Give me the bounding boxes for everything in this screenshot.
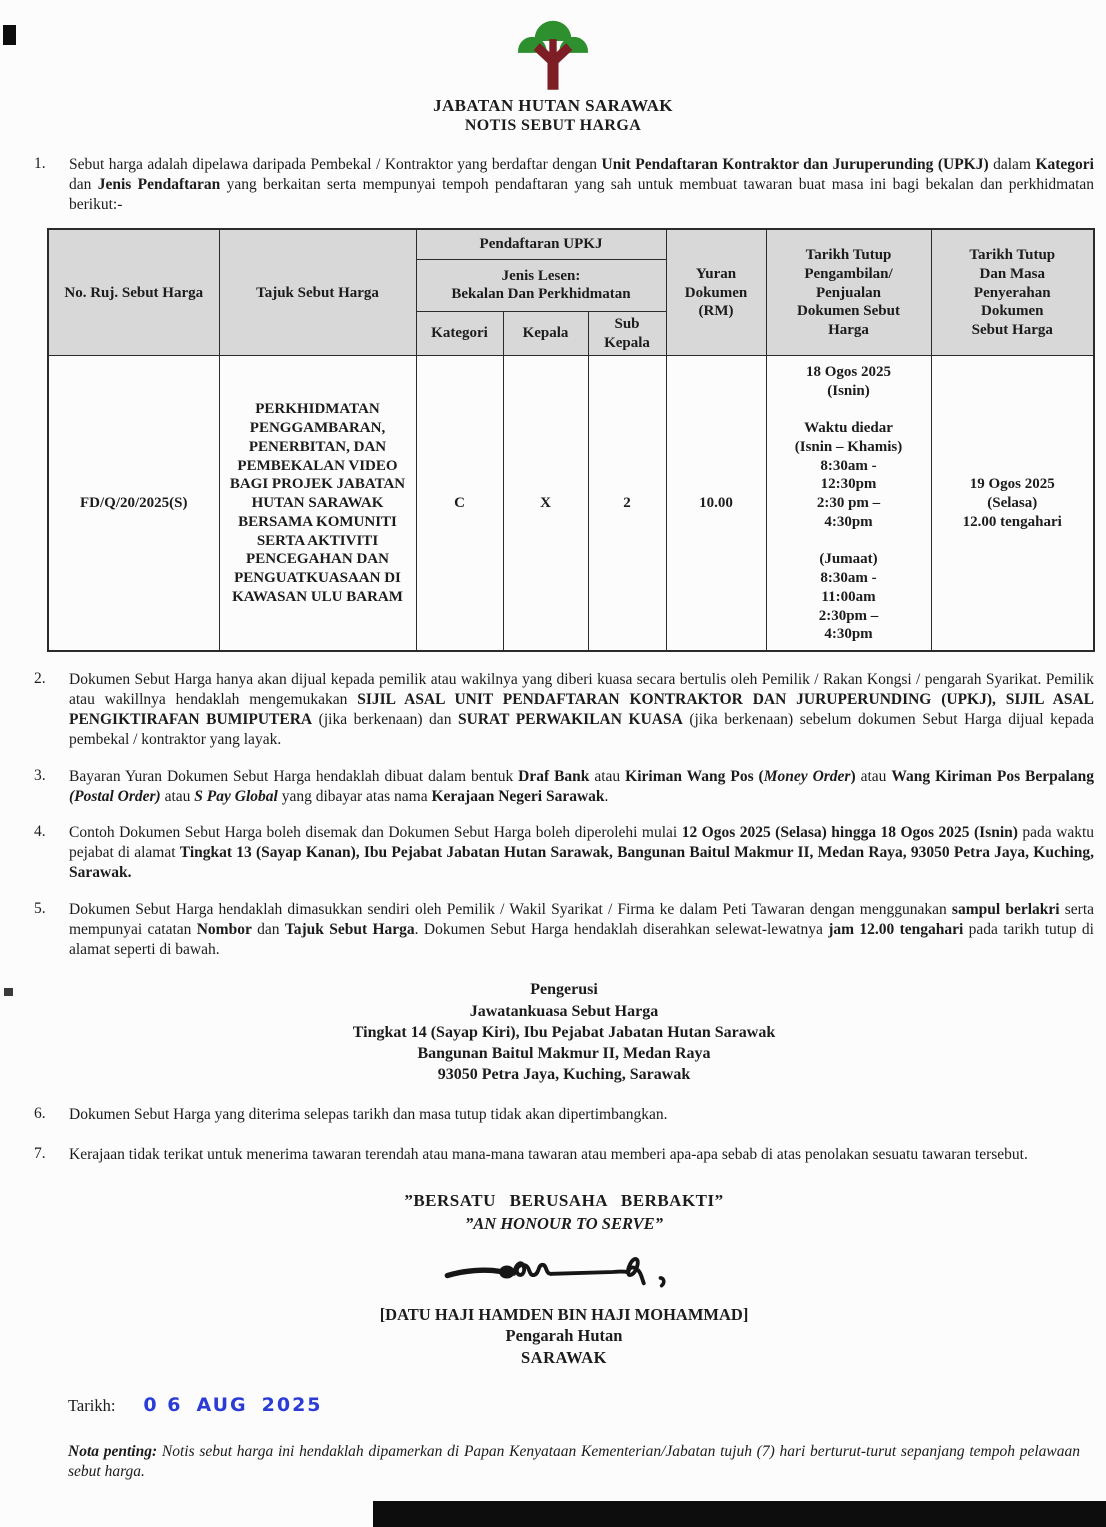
signatory-block: [34, 1304, 1094, 1368]
col-header-close-submit: Tarikh Tutup Dan Masa Penyerahan Dokumen Sebut Harga: [931, 229, 1094, 356]
cell-sale-schedule: 18 Ogos 2025 (Isnin) Waktu diedar (Isnin – Khamis) 8:30am - 12:30pm 2:30 pm – 4:30pm (Jumaat) 8:30am - 11:00am 2:30pm – 4:30pm: [766, 356, 931, 652]
tender-table-wrap: [47, 228, 1094, 652]
paragraph-number: 6.: [34, 1104, 46, 1122]
paragraph-5: [34, 900, 1094, 959]
paragraph-text: Sebut harga adalah dipelawa daripada Pembekal / Kontraktor yang berdaftar dengan Unit Pendaftaran Kontraktor dan Juruperunding (UPKJ) dalam Kategori dan Jenis Pendaftaran yang berkaitan serta mempunyai tempoh pendaftaran yang sah untuk membuat tawaran buat masa ini bagi bekalan dan perkhidmatan berikut:-: [69, 156, 1095, 213]
cell-submit-deadline: 19 Ogos 2025 (Selasa) 12.00 tengahari: [931, 356, 1094, 652]
paragraph-number: 5.: [34, 899, 46, 917]
cell-fee: 10.00: [666, 356, 766, 652]
paragraph-6: [34, 1105, 1094, 1125]
paragraph-text: Kerajaan tidak terikat untuk menerima tawaran terendah atau mana-mana tawaran atau memberi apa-apa sebab di atas penolakan sesuatu tawaran tersebut.: [69, 1145, 1028, 1163]
paragraph-text: Dokumen Sebut Harga hanya akan dijual kepada pemilik atau wakilnya yang diberi kuasa secara bertulis oleh Pemilik / Rakan Kongsi / pengarah Syarikat. Pemilik atau wakillnya hendaklah mengemukakan SIJIL ASAL UNIT PENDAFTARAN KONTRAKTOR DAN JURUPERUNDING (UPKJ), SIJIL ASAL PENGIKTIRAFAN BUMIPUTERA (jika berkenaan) dan SURAT PERWAKILAN KUASA (jika berkenaan) sebelum dokumen Sebut Harga dijual kepada pembekal / kontraktor yang layak.: [69, 671, 1095, 748]
stamp-month: AUG: [196, 1393, 248, 1416]
paragraph-number: 7.: [34, 1144, 46, 1162]
signatory-region: SARAWAK: [520, 1347, 608, 1367]
paragraph-number: 4.: [34, 823, 46, 841]
tender-table: [47, 228, 1095, 652]
paragraph-number: 2.: [34, 670, 46, 688]
scan-artifact: [3, 25, 16, 45]
date-line: [68, 1394, 1094, 1416]
paragraph-number: 1.: [34, 155, 46, 172]
col-header-fee: Yuran Dokumen (RM): [666, 229, 766, 356]
page-title: NOTIS SEBUT HARGA: [464, 117, 642, 134]
paragraph-4: [34, 823, 1094, 882]
paragraph-3: [34, 767, 1094, 807]
col-header-kepala: Kepala: [503, 311, 588, 356]
document-body: [0, 155, 1106, 1482]
cell-tender-title: PERKHIDMATAN PENGGAMBARAN, PENERBITAN, DAN PEMBEKALAN VIDEO BAGI PROJEK JABATAN HUTAN SARAWAK BERSAMA KOMUNITI SERTA AKTIVITI PENCEGAHAN DAN PENGUATKUASAAN DI KAWASAN ULU BARAM: [219, 356, 416, 652]
col-header-sub-kepala: Sub Kepala: [588, 311, 666, 356]
document-header: [0, 0, 1106, 135]
paragraph-number: 3.: [34, 766, 46, 784]
paragraph-7: [34, 1145, 1094, 1165]
col-header-ref: No. Ruj. Sebut Harga: [48, 229, 219, 356]
cell-sub-kepala: 2: [588, 356, 666, 652]
col-header-title: Tajuk Sebut Harga: [219, 229, 416, 356]
paragraph-text: Bayaran Yuran Dokumen Sebut Harga hendaklah dibuat dalam bentuk Draf Bank atau Kiriman Wang Pos (Money Order) atau Wang Kiriman Pos Berpalang (Postal Order) atau S Pay Global yang dibayar atas nama Kerajaan Negeri Sarawak.: [69, 767, 1094, 805]
paragraph-1: [34, 155, 1094, 214]
signatory-name: [DATU HAJI HAMDEN BIN HAJI MOHAMMAD]: [379, 1304, 749, 1324]
organization-title: JABATAN HUTAN SARAWAK: [433, 96, 673, 115]
col-header-kategori: Kategori: [416, 311, 503, 356]
col-header-license-group: Jenis Lesen: Bekalan Dan Perkhidmatan: [416, 259, 666, 311]
date-label: Tarikh:: [68, 1395, 116, 1415]
col-header-close-sale: Tarikh Tutup Pengambilan/ Penjualan Dokumen Sebut Harga: [766, 229, 931, 356]
scan-artifact: [4, 988, 13, 996]
cell-kepala: X: [503, 356, 588, 652]
paragraph-text: Dokumen Sebut Harga yang diterima selepas tarikh dan masa tutup tidak akan dipertimbangkan.: [69, 1105, 668, 1123]
motto-line-english: ”AN HONOUR TO SERVE”: [465, 1213, 663, 1233]
stamp-year: 2025: [261, 1393, 323, 1416]
important-note: Nota penting: Notis sebut harga ini hendaklah dipamerkan di Papan Kenyataan Kementerian/Jabatan tujuh (7) hari berturut-turut sepanjang tempoh pelawaan sebut harga.: [68, 1442, 1080, 1481]
paragraph-text: Contoh Dokumen Sebut Harga boleh disemak dan Dokumen Sebut Harga boleh diperolehi mulai 12 Ogos 2025 (Selasa) hingga 18 Ogos 2025 (Isnin) pada waktu pejabat di alamat Tingkat 13 (Sayap Kanan), Ibu Pejabat Jabatan Hutan Sarawak, Bangunan Baitul Makmur II, Medan Raya, 93050 Petra Jaya, Kuching, Sarawak.: [69, 824, 1095, 882]
scan-artifact-bottom-bar: [373, 1501, 1106, 1527]
stamp-day: 0 6: [143, 1393, 183, 1416]
date-stamp: [143, 1394, 322, 1416]
col-header-upkj-group: Pendaftaran UPKJ: [416, 229, 666, 259]
motto-line-malay: ”BERSATU BERUSAHA BERBAKTI”: [404, 1190, 724, 1210]
submission-address-block: Pengerusi Jawatankuasa Sebut Harga Tingkat 14 (Sayap Kiri), Ibu Pejabat Jabatan Hutan Sarawak Bangunan Baitul Makmur II, Medan Raya 93050 Petra Jaya, Kuching, Sarawak: [352, 981, 776, 1083]
paragraph-text: Dokumen Sebut Harga hendaklah dimasukkan sendiri oleh Pemilik / Wakil Syarikat / Firma ke dalam Peti Tawaran dengan menggunakan sampul berlakri serta mempunyai catatan Nombor dan Tajuk Sebut Harga. Dokumen Sebut Harga hendaklah diserahkan selewat-lewatnya jam 12.00 tengahari pada tarikh tutup di alamat seperti di bawah.: [69, 900, 1095, 958]
table-row: [48, 356, 1094, 652]
signatory-title: Pengarah Hutan: [505, 1326, 623, 1346]
cell-ref-number: FD/Q/20/2025(S): [48, 356, 219, 652]
forestry-tree-logo-icon: [0, 12, 1106, 92]
cell-kategori: C: [416, 356, 503, 652]
signature: [34, 1242, 1094, 1302]
paragraph-2: [34, 670, 1094, 749]
